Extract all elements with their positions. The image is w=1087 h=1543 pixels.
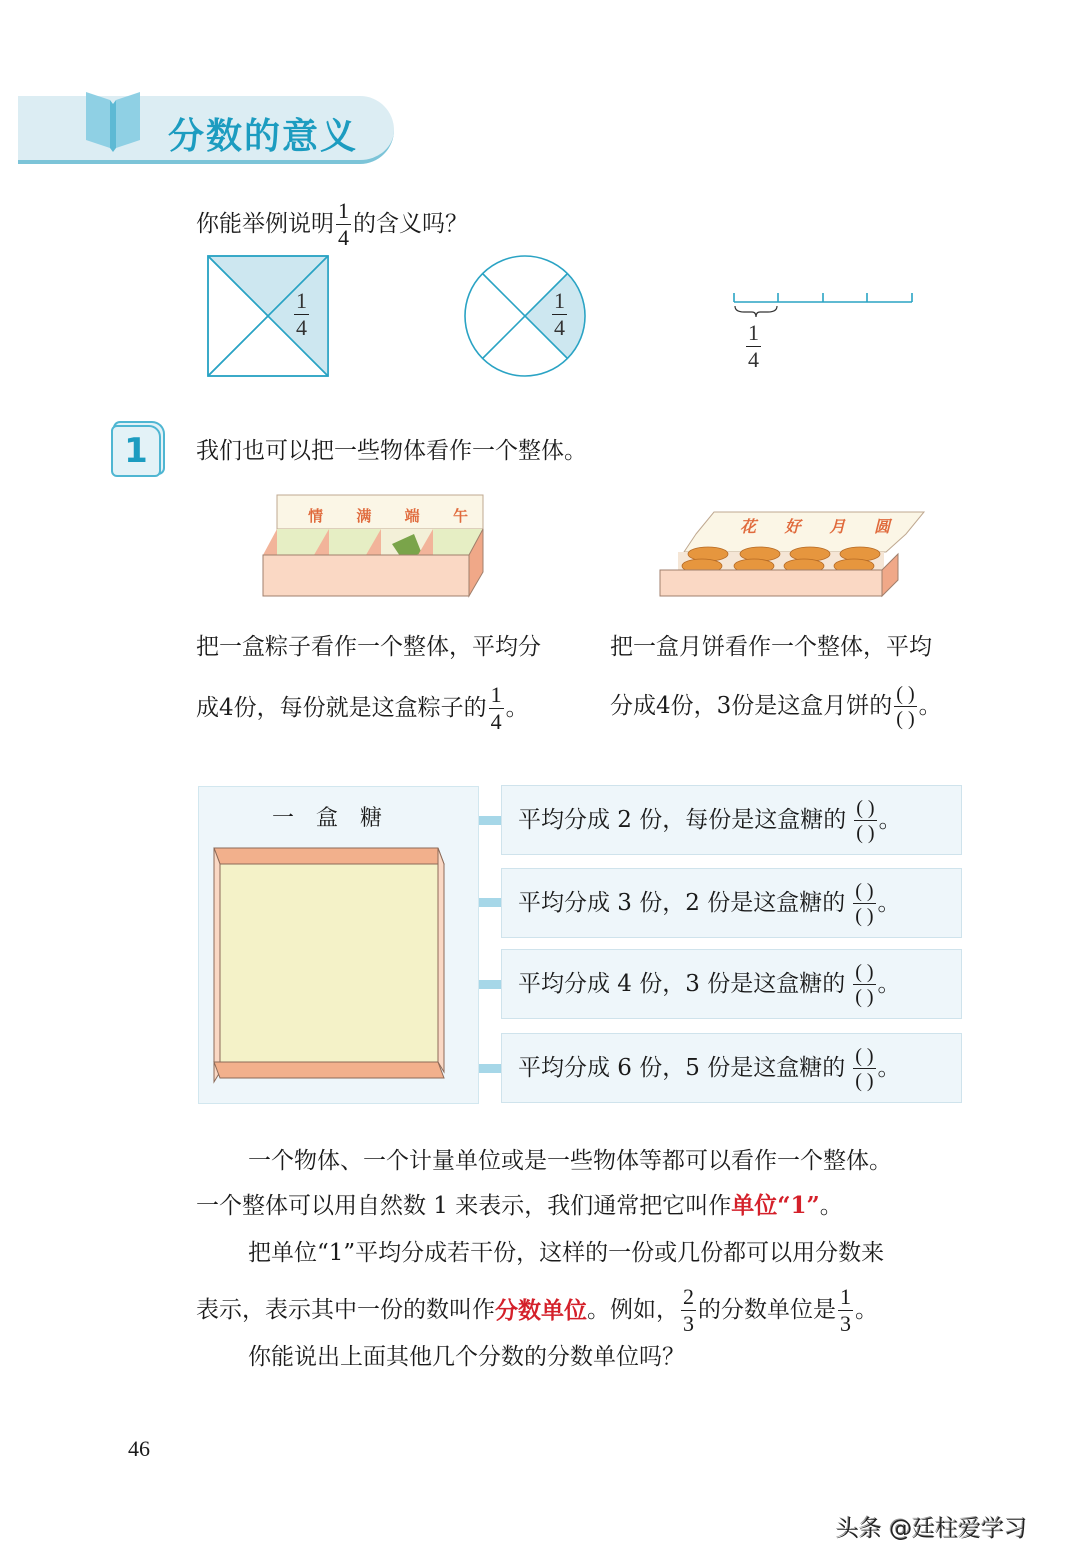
candy-option-3-parts: 平均分成 3 份，2 份是这盒糖的 $\frac{( )}{( )}$ 。 bbox=[501, 868, 962, 938]
connector bbox=[479, 1064, 501, 1073]
connector bbox=[479, 898, 501, 907]
candy-option-6-parts: 平均分成 6 份，5 份是这盒糖的 $\frac{( )}{( )}$ 。 bbox=[501, 1033, 962, 1103]
blank-fraction[interactable]: $\frac{( )}{( )}$ bbox=[855, 960, 874, 1008]
candy-option-2-parts: 平均分成 2 份，每份是这盒糖的 $\frac{( )}{( )}$ 。 bbox=[501, 785, 962, 855]
watermark: 头条 @廷柱爱学习 bbox=[836, 1516, 1028, 1542]
zongzi-text-line1: 把一盒粽子看作一个整体，平均分 bbox=[196, 634, 541, 660]
circle-fraction-label: 1 4 bbox=[554, 288, 565, 340]
summary-paragraph-2-line1: 把单位“1”平均分成若干份，这样的一份或几份都可以用分数来 bbox=[248, 1240, 885, 1266]
segment-fraction-label: 1 4 bbox=[748, 320, 759, 372]
question-text: 的含义吗？ bbox=[353, 211, 468, 237]
candy-option-4-parts: 平均分成 4 份，3 份是这盒糖的 $\frac{( )}{( )}$ 。 bbox=[501, 949, 962, 1019]
summary-paragraph-1-line1: 一个物体、一个计量单位或是一些物体等都可以看作一个整体。 bbox=[248, 1148, 892, 1174]
example-statement: 我们也可以把一些物体看作一个整体。 bbox=[196, 438, 587, 464]
connector bbox=[479, 816, 501, 825]
square-figure-shade bbox=[206, 254, 330, 378]
blank-fraction[interactable]: $\frac{( )}{( )}$ bbox=[856, 796, 875, 844]
summary-paragraph-1-line2: 一个整体可以用自然数 1 来表示，我们通常把它叫作单位“1”。 bbox=[196, 1192, 843, 1219]
summary-question: 你能说出上面其他几个分数的分数单位吗？ bbox=[248, 1344, 685, 1370]
term-unit-one: 单位“1” bbox=[731, 1192, 820, 1219]
summary-paragraph-2-line2: 表示，表示其中一份的数叫作 分数单位 。例如， $\frac{2}{3}$ 的分数单位是 $\frac{1}{3}$ 。 bbox=[196, 1284, 878, 1336]
intro-question bbox=[196, 200, 468, 249]
mooncake-text-line1: 把一盒月饼看作一个整体，平均 bbox=[610, 634, 932, 660]
connector bbox=[479, 980, 501, 989]
zongzi-text-line2: 成4份，每份就是这盒粽子的 $\frac{1}{4}$ 。 bbox=[196, 682, 529, 734]
fraction: $\frac{1}{3}$ bbox=[840, 1284, 851, 1336]
candy-box-title: 一 盒 糖 bbox=[272, 806, 383, 831]
open-book-icon bbox=[84, 86, 142, 152]
question-text: 你能举例说明 bbox=[196, 211, 334, 237]
page-number: 46 bbox=[128, 1436, 150, 1461]
fraction: $\frac{1}{4}$ bbox=[338, 198, 349, 250]
fraction: $\frac{2}{3}$ bbox=[683, 1284, 694, 1336]
mooncake-text-line2: 分成4份，3份是这盒月饼的 $\frac{( )}{( )}$ 。 bbox=[610, 683, 942, 730]
blank-fraction[interactable]: $\frac{( )}{( )}$ bbox=[896, 683, 915, 730]
square-fraction-label: 1 4 bbox=[296, 288, 307, 340]
term-fraction-unit: 分数单位 bbox=[495, 1297, 587, 1324]
fraction: $\frac{1}{4}$ bbox=[490, 682, 502, 734]
mooncake-box-label: 花 好 月 圆 bbox=[740, 517, 890, 536]
example-number-badge: 1 bbox=[111, 425, 161, 477]
blank-fraction[interactable]: $\frac{( )}{( )}$ bbox=[855, 879, 874, 927]
zongzi-box-label: 情 满 端 午 bbox=[308, 507, 468, 525]
blank-fraction[interactable]: $\frac{( )}{( )}$ bbox=[855, 1044, 874, 1092]
circle-figure bbox=[462, 254, 588, 378]
page-title: 分数的意义 bbox=[168, 116, 359, 157]
candy-box-illustration bbox=[212, 846, 448, 1094]
